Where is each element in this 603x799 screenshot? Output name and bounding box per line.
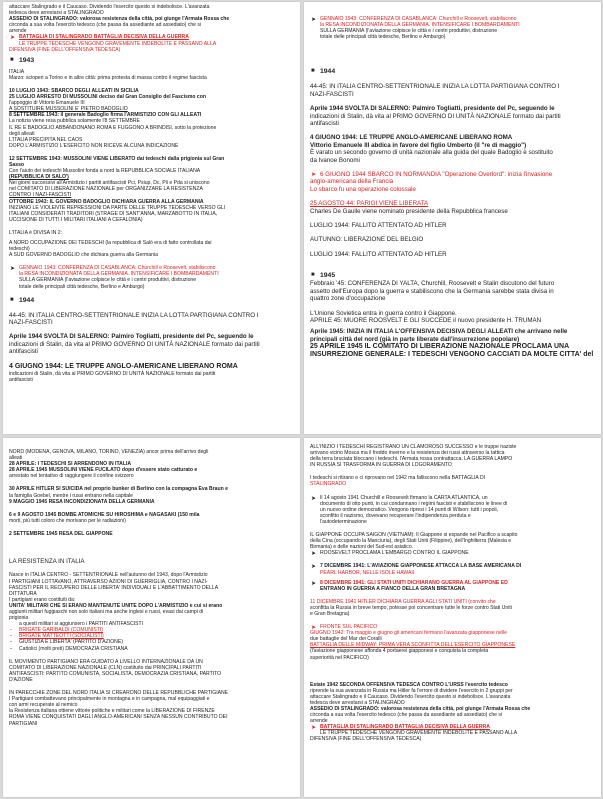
list-item — [310, 171, 595, 178]
text-line: indicazioni di Stalin, dà vita al PRIMO GOVERNO DI UNITÀ NAZIONALE formato dai partiti — [9, 340, 260, 348]
text-line: la RESA INCONDIZIONATA DELLA GERMANIA. INTENSIFICARE I BOMBARDAMENTI — [19, 271, 219, 278]
text-line: I PARTIGIANI LOTTAVANO, ATTRAVERSO AZIONI DI GUERRIGLIA, CONTRO I NAZI- — [9, 578, 208, 585]
list-item — [9, 34, 294, 40]
text-line: documento di otto punti, in cui condannano i regimi fascisti e stabiliscono le linee di — [320, 500, 508, 507]
arrow-bullet-icon: ➤ — [311, 17, 317, 23]
square-bullet-icon: ■ — [311, 68, 315, 75]
text-line: IN RUSSIA SI TRASFORMA IN GUERRA DI LOGORAMENTO — [310, 462, 452, 469]
text-line: LUGLIO 1944: FALLITO ATTENTATO AD HITLER — [310, 222, 447, 230]
text-line: (l'aviazione giapponese affonda 4 portaerei giapponesi e conquista la completa — [310, 648, 489, 655]
text-line: D'AZIONE — [9, 676, 33, 683]
text-line: circonda a sua volta l'esercito tedesco (che passa da assediante ad assediato) che si — [310, 712, 503, 719]
text-line: UCCISIONE DI TUTTI I MILITARI ITALIANI A CEFALONIA) — [9, 216, 143, 223]
text-line: IL RE E BADOGLIO ABBANDONANO ROMA E FUGGONO A BRINDISI, sotto la protezione — [9, 124, 217, 131]
text-line: DITTATURA — [9, 590, 37, 597]
text-line: IN PARECCHIE ZONE DEL NORD ITALIA SI CREARONO DELLE REPUBBLICHE PARTIGIANE — [9, 690, 229, 697]
text-line: ROOSEVELT PROCLAMA L'EMBARGO CONTRO IL GIAPPONE — [320, 550, 469, 557]
page-2 — [304, 2, 601, 434]
text-line: I tedeschi si ritirano e ci riprovano nel 1942 ma falliscono nella BATTAGLIA DI — [310, 475, 486, 482]
text-line: INSURREZIONE GENERALE: I TEDESCHI VENGONO CACCIATI DA MOLTE CITTA' del — [310, 351, 594, 359]
text-line: l'autodeterminazione — [320, 518, 367, 525]
arrow-bullet-icon: ➤ — [311, 551, 317, 558]
arrow-bullet-icon: ➤ — [10, 35, 16, 42]
text-line: da Ivanoe Bonomi — [310, 156, 360, 164]
text-line: della terra bruciata bloccano i tedeschi. l'Armata rossa contrattacca. LA GUERRA LAMPO — [310, 456, 513, 463]
text-line: OTTOBRE 1943: IL GOVERNO BADOGLIO DICHIARA GUERRA ALLA GERMANIA — [9, 198, 204, 205]
list-item — [310, 16, 595, 22]
text-line: superiorità nel PACIFICO) — [310, 654, 369, 661]
text-line: ROMA VIENE CONQUISTATI DAGLI ANGLO-AMERICANI SENZA NESSUN CONTRIBUTO DEI — [9, 714, 228, 721]
section-heading: LA RESISTENZA IN ITALIA — [9, 558, 85, 566]
text-line: totale delle principali città tedesche, Berlino e Amburgo) — [19, 283, 145, 290]
text-line: LUGLIO 1944: FALLITO ATTENTATO AD HITLER — [310, 250, 447, 258]
square-bullet-icon: ■ — [10, 56, 14, 63]
text-line: aggiunti militari fuggiaschi non solo italiani ma anche inglesi e russi, evasi dai campi di — [9, 609, 204, 615]
text-line: PARTIGIANI — [9, 720, 38, 727]
text-line: NAZI-FASCISTI — [9, 319, 53, 327]
text-line: due battaglie del Mar dei Coralli — [310, 636, 382, 643]
arrow-bullet-icon: ➤ — [10, 266, 16, 273]
year-label: 1944 — [19, 296, 35, 304]
text-line: anglo-americana della Francia — [310, 178, 394, 186]
text-line: 6 GIUGNO 1944 SBARCO IN NORMANDIA "Operazione Overlord": inizia l'invasione — [320, 171, 553, 179]
text-line: CONTRO I NAZI-FASCISTI — [9, 192, 72, 199]
text-line: A SUD GOVERNO BADOGLIO che dichiara guerra alla Germania — [9, 252, 158, 259]
year-heading — [9, 57, 294, 65]
text-line: LE TRUPPE TEDESCHE VENGONO GRAVEMENTE INDEBOLITE E PASSANO ALLA — [320, 730, 518, 737]
text-line: SULLA GERMANIA (l'aviazione colpisce le città e i centri produttivi, distruzione — [19, 277, 197, 284]
text-line: A SOSTITUIRE MUSSOLINI E' PIETRO BADOGLIO — [9, 106, 128, 113]
text-line: 30 APRILE HITLER SI SUICIDA nel proprio bunker di Berlino con la compagna Eva Braun e — [9, 486, 228, 493]
text-line: un nuovo ordine democratico. Vengono ripresi i 14 punti di Wilson: tutti i popoli, — [320, 506, 499, 513]
text-line: NORD (MODENA, GENOVA, MILANO, TORINO, VENEZIA) ancor prima dell'arrivo degli — [9, 449, 209, 455]
text-line: Charles De Gaulle viene nominato presidente della Repubblica francese — [310, 207, 508, 215]
arrow-bullet-icon: ➤ — [311, 172, 317, 179]
year-heading — [310, 68, 595, 76]
text-line: arrende — [310, 718, 328, 725]
text-line: la Resistenza italiana ottiene vittorie politiche e militari come la LIBERAZIONE DI FIRENZE — [9, 708, 215, 715]
text-line: Lo sbarco fu una operazione colossale — [310, 185, 416, 193]
text-line: Febbraio '45: CONFERENZA DI YALTA, Churchill, Roosevelt e Stalin discutono del futuro — [310, 280, 555, 288]
text-line: nel COMITATO DI LIBERAZIONE NAZIONALE per ORGANIZZARE LA RESISTENZA — [9, 186, 203, 193]
text-line: e Gran Bretagna) — [310, 610, 350, 617]
text-line: Aprile 1944 SVOLTA DI SALERNO: Palmiro Togliatti, presidente del Pc, seguendo le — [310, 105, 555, 113]
text-line: arrestato nel tentativo di raggiungere il confine svizzero — [9, 473, 134, 480]
text-line: circonda a sua volta l'esercito tedesco (che passa da assediante ad assediato) che si — [9, 22, 202, 29]
text-line: NAZI-FASCISTI — [310, 90, 354, 98]
text-line: L'Unione Sovietica entra in guerra contro il Giappone. — [310, 309, 457, 317]
text-line: 9 MAGGIO 1945 RESA INCONDIZIONATA DELLA GERMANIA — [9, 498, 155, 505]
text-line: DOPO L'ARMISTIZIO L'ESERCITO NON RICEVE ALCUNA INDICAZIONE — [9, 142, 179, 149]
text-line: BATTAGLIA DI STALINGRADO BATTAGLIA DECISIVA DELLA GUERRA — [320, 724, 490, 731]
text-line: tedesca deve arrestarsi a STALINGRADO — [310, 699, 405, 706]
text-line: Con l'aiuto dei tedeschi Mussolini fonda a nord la REPUBBLICA SOCIALE ITALIANA — [9, 168, 201, 175]
text-line: Birmania) e delle nazioni del Sud-est asiatico. — [310, 544, 414, 551]
text-line: indicazioni di Stalin, dà vita al PRIMO GOVERNO DI UNITÀ NAZIONALE formato dai partiti — [9, 370, 216, 377]
text-line: DIFENSIVA (FINE DELL'OFFENSIVA TEDESCA) — [9, 46, 121, 53]
text-line: BRIGATE MATTEOTTI (SOCIALISTI) — [19, 633, 104, 640]
text-line: 25 LUGLIO ARRESTO DI MUSSOLINI deciso dal Gran Consiglio del Fascismo con — [9, 94, 206, 101]
text-line: prigionia — [9, 615, 29, 622]
text-line: assetto dell'Europa dopo la guerra e stabiliscono che la Germania sarebbe stata divisa in — [310, 287, 554, 295]
text-line: 11 DICEMBRE 1941 HITLER DICHIARA GUERRA AGLI STATI UNITI (convito che — [310, 598, 496, 605]
text-line: degli alleati — [9, 130, 35, 137]
text-line: ENTRANO IN GUERRA A FIANCO DELLA GRAN BRETAGNA — [320, 585, 466, 592]
text-line: 10 LUGLIO 1943: SBARCO DEGLI ALLEATI IN SICILIA — [9, 87, 139, 94]
text-line: ASSEDIO DI STALINGRADO: valorosa resistenza della città, poi giunge l'Armata Rossa che — [9, 16, 230, 23]
text-line: 2 SETTEMBRE 1945 RESA DEL GIAPPONE — [9, 530, 113, 537]
list-item — [310, 580, 595, 586]
page-1 — [3, 2, 300, 434]
text-line: 8 DICEMBRE 1941: GLI STATI UNITI DICHIARANO GUERRA AL GIAPPONE ED — [320, 579, 508, 586]
text-line: arrivano vicino Mosca ma il freddo inverno e la resistenza dei russi attraverso la tattica — [310, 450, 505, 457]
text-line: IL GIAPPONE OCCUPA SAIGON (VIETNAM): Il Giappone si espande nel Pacifico a scapito — [310, 532, 518, 539]
text-line: SULLA GERMANIA (l'aviazione colpisce le città e i centri produttivi, distruzione — [320, 28, 498, 35]
arrow-bullet-icon: ➤ — [311, 580, 317, 587]
year-heading — [9, 297, 294, 305]
text-line: Il 14 agosto 1941 Churchill e Roosevelt firmano la CARTA ATLANTICA, un — [320, 494, 488, 501]
text-line: ITALIA — [9, 68, 25, 75]
text-line: Estate 1942 SECONDA OFFENSIVA TEDESCA CONTRO L'URSS l'esercito tedesco — [310, 681, 508, 688]
text-line: ALL'INIZIO I TEDESCHI REGISTRANO UN CLAMOROSO SUCCESSO e le truppe naziste — [310, 444, 517, 450]
list-item — [310, 624, 595, 630]
text-line: 4 GIUGNO 1944: LE TRUPPE ANGLO-AMERICANE LIBERANO ROMA — [310, 134, 513, 142]
text-line: APRILE 45: MUORE ROOSVELT E GLI SUCCEDE il nuovo presidente H. TRUMAN — [310, 316, 542, 324]
text-line: BRIGATE GARIBALDI (COMUNISTI) — [19, 627, 103, 634]
text-line: Vittorio Emanuele III abdica in favore del figlio Umberto (il "re di maggio") — [310, 141, 527, 149]
dash-bullet-icon: - — [10, 627, 12, 634]
text-line: alleati — [9, 455, 23, 462]
text-line: totale delle principali città tedesche, Berlino e Amburgo) — [320, 34, 446, 41]
dash-bullet-icon: - — [10, 639, 12, 646]
text-line: INIZIANO LE VIOLENTE REPRESSIONI DA PARTE DELLE TRUPPE TEDESCHE VERSO GLI — [9, 204, 226, 211]
text-line: tedeschi) — [9, 246, 30, 253]
text-line: della Cina (occupando la Manciuria), degli Stati Uniti (Filippine), dell'Inghilterra (Malesia e — [310, 538, 512, 545]
dash-bullet-icon: - — [10, 645, 12, 652]
arrow-bullet-icon: ➤ — [311, 725, 317, 732]
text-line: LE TRUPPE TEDESCHE VENGONO GRAVEMENTE INDEBOLITE E PASSANO ALLA — [19, 40, 217, 47]
text-line: A NORD OCCUPAZIONE DEI TEDESCHI (la repubblica di Salò era di fatto controllata dai — [9, 240, 212, 246]
text-line: IL MOVIMENTO PARTIGIANO ERA GUIDATO A LIVELLO INTERNAZIONALE DA UN — [9, 658, 203, 665]
text-line: 12 SETTEMBRE 1943: MUSSOLINI VIENE LIBERATO dai tedeschi dalla prigionia sul Gran — [9, 155, 225, 162]
page-4 — [304, 438, 601, 797]
text-line: È varato un secondo governo di unità nazionale alla guida del quale Badoglio è sostituito — [310, 149, 553, 157]
text-line: FRONTE SUL PACIFICO — [320, 624, 378, 631]
text-line: GENNAIO 1943: CONFERENZA DI CASABLANCA: Churchill e Roosevelt, stabiliscono — [320, 16, 517, 22]
text-line: La notizia viene resa pubblica solamente l'8 SETTEMBRE — [9, 118, 140, 125]
list-item — [310, 563, 595, 569]
text-line: con armi recuperate al nemico — [9, 702, 78, 709]
text-line: antifascisti — [310, 120, 339, 127]
text-line: principali città del nord (già in parte liberate dall'insurrezione popolare) — [310, 335, 520, 343]
year-label: 1943 — [19, 56, 35, 64]
text-line: PEARL HARBOR, NELLE ISOLE HAWAII — [320, 569, 415, 576]
text-line: BATTAGLIA DELLE MIDWAY: PRIMA VERA SCONFITTA DELL'ESERCITO GIAPPONESE — [310, 642, 516, 649]
text-line: GIUSTIZIA E LIBERTA' (PARTITO D'AZIONE) — [19, 639, 123, 646]
text-line: UNITA' MILITARI CHE SI ERANO MANTENUTE UNITE DOPO L'ARMISTIZIO e cui si erano — [9, 602, 223, 609]
arrow-bullet-icon: ➤ — [311, 564, 317, 571]
text-line: 25 AGOSTO 44: PARIGI VIENE LIBERATA — [310, 200, 429, 208]
year-label: 1945 — [320, 272, 336, 280]
text-line: 28 APRILE 1945 MUSSOLINI VIENE FUCILATO dopo d'essere stato catturato e — [9, 467, 198, 474]
square-bullet-icon: ■ — [311, 272, 315, 279]
text-line: 4 GIUGNO 1944: LE TRUPPE ANGLO-AMERICANE LIBERANO ROMA — [9, 362, 238, 370]
text-line: Marzo: scioperi a Torino e in altre città: prima protesta di massa contro il regime fascista — [9, 74, 207, 81]
text-line: arrende — [9, 28, 27, 35]
text-line: antifascisti — [9, 377, 33, 384]
text-line: AUTUNNO: LIBERAZIONE DEL BELGIO — [310, 236, 424, 244]
text-line: 6 e 9 AGOSTO 1945 BOMBE ATOMICHE SU HIROSHIMA e NAGASAKI (150 mila — [9, 511, 200, 518]
text-line: 44-45: IN ITALIA CENTRO-SETTENTRIONALE INIZIA LA LOTTA PARTIGIANA CONTRO I — [9, 311, 259, 319]
text-line: attaccare Stalingrado e il Caucaso. Dividendo l'esercito questo si indebolisce. L'avanzata — [9, 4, 210, 10]
text-line: GIUGNO 1942: Tra maggio e giugno gli americani fermano l'avanzata giapponese nelle — [310, 630, 507, 637]
list-item — [9, 646, 294, 652]
text-line: DIFENSIVA (FINE DELL'OFFENSIVA TEDESCA) — [310, 736, 422, 743]
text-line: L'ITALIA PRECIPITA NEL CAOS — [9, 136, 83, 143]
text-line: ASSEDIO DI STALINGRADO: valorosa resistenza della città, poi giunge l'Armata Rossa che — [310, 706, 531, 712]
text-line: Aprile 1945: INIZIA IN ITALIA L'OFFENSIVA DECISIVA DEGLI ALLEATI che arrivano nelle — [310, 328, 568, 336]
text-line: COMITATO DI LIBERAZIONE NAZIONALE (CLN) costituito dai PRINCIPALI PARTITI — [9, 664, 202, 671]
text-line: ITALIANI CONSIDERATI TRADITORI (STRAGE DI SANT'ANNA, MARZABOTTO IN ITALIA, — [9, 210, 218, 217]
text-line: la famiglia Goebel, mentre i russi entrano nella capitale — [9, 492, 134, 499]
text-line: tedesca deve arrestarsi a STALINGRADO — [9, 10, 104, 17]
text-line: Cattolici (molti preti) DEMOCRAZIA CRISTIANA — [19, 645, 128, 652]
text-line: BATTAGLIA DI STALINGRADO BATTAGLIA DECISIVA DELLA GUERRA — [19, 34, 189, 41]
text-line: riprende la sua avanzata in Russia ma Hitler fa l'errore di dividere l'esercito in 2 gruppi per — [310, 687, 513, 694]
dash-bullet-icon: - — [10, 633, 12, 640]
text-line: sconfitto il nazismo, dovevano recuperare l'indipendenza perduta e — [320, 512, 471, 519]
year-heading — [310, 272, 595, 280]
text-line: Nasce in ITALIA CENTRO - SETTENTRIONALE nell'autunno del 1943, dopo l'Armistizio — [9, 572, 208, 579]
text-line: l'appoggio di Vittorio Emanuele III — [9, 100, 85, 107]
text-line: I Partigiani combattevano principalmente in montagna e in campagna, mal equipaggiati e — [9, 696, 210, 703]
text-line: indicazioni di Stalin, dà vita al PRIMO GOVERNO DI UNITÀ NAZIONALE formato dai partiti — [310, 112, 561, 120]
page-3 — [3, 438, 300, 797]
text-line: L'ITALIA è DIVISA IN 2: — [9, 229, 62, 236]
text-line: ANTIFASCISTI: PARTITO COMUNISTA, SOCIALISTA, DEMOCRAZIA CRISTIANA, PARTITO — [9, 670, 222, 677]
text-line: la RESA INCONDIZIONATA DELLA GERMANIA. INTENSIFICARE I BOMBARDAMENTI — [320, 22, 520, 29]
text-line: 25 APRILE 1945 IL COMITATO DI LIBERAZIONE NAZIONALE PROCLAMA UNA — [310, 343, 570, 351]
text-line: Sasso — [9, 161, 25, 168]
text-line: (REPUBBLICA DI SALO') — [9, 174, 69, 181]
text-line: GENNAIO 1943: CONFERENZA DI CASABLANCA: Churchill e Roosevelt, stabiliscono — [19, 265, 216, 272]
text-line: FASCISTI PER IL RECUPERO DELLE LIBERTA' INDIVIDUALI E L'ABBATTIMENTO DELLA — [9, 584, 219, 591]
text-line: 44-45: IN ITALIA CENTRO-SETTENTRIONALE INIZIA LA LOTTA PARTIGIANA CONTRO I — [310, 83, 560, 91]
text-line: antifascisti — [9, 348, 38, 356]
text-line: Aprile 1944 SVOLTA DI SALERNO: Palmiro Togliatti, presidente del Pc, seguendo le — [9, 333, 254, 341]
text-line: 7 DICEMBRE 1941: L'AVIAZIONE GIAPPONESE ATTACCA LA BASE AMERICANA DI — [320, 563, 522, 570]
text-line: quattro zone d'occupazione — [310, 295, 386, 303]
text-line: attaccare Stalingrado e il Caucaso. Dividendo l'esercito questo si indebolisce. L'avanzata — [310, 693, 511, 700]
text-line: STALINGRADO — [310, 481, 347, 488]
text-line: sconfitta la Russia in breve tempo, potesse poi concentrare tutte le forze contro Stati Uniti — [310, 604, 512, 611]
list-item — [310, 550, 595, 556]
text-line: 8 SETTEMBRE 1943: il generale Badoglio firma l'ARMISTIZIO CON GLI ALLEATI — [9, 112, 202, 119]
text-line: a questi militari si aggiunsero i PARTITI ANTIFASCISTI — [19, 621, 144, 628]
list-item — [310, 495, 595, 501]
list-item — [9, 265, 294, 271]
square-bullet-icon: ■ — [10, 296, 14, 303]
text-line: I partigiani erano costituiti da: — [9, 596, 76, 603]
arrow-bullet-icon: ➤ — [311, 625, 317, 632]
year-label: 1944 — [320, 68, 336, 76]
arrow-bullet-icon: ➤ — [311, 495, 317, 502]
text-line: 28 APRILE: I TEDESCHI SI ARRENDONO IN ITALIA — [9, 461, 132, 468]
text-line: morti, più tutti coloro che morivano per le radiazioni) — [9, 517, 126, 524]
text-line: Nei giorni successivi all'Armistizio i partiti antifascisti Pci, Psiup, Dc, Pli e Pda si uniscono — [9, 180, 210, 187]
list-item — [310, 724, 595, 730]
